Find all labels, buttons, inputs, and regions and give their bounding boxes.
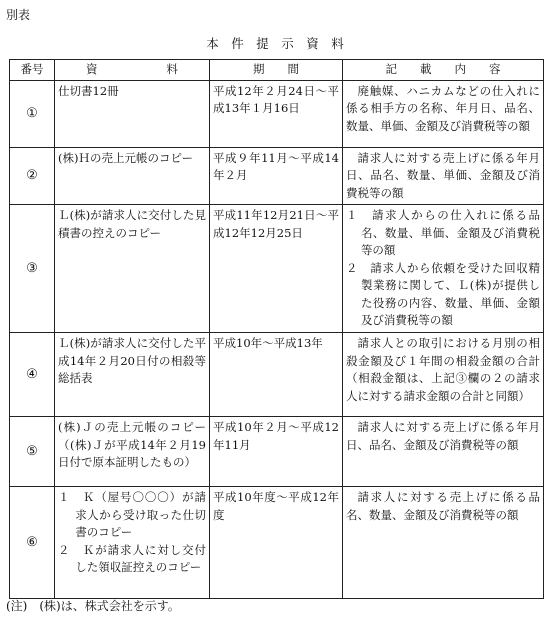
row-period: 平成11年12月21日～平成12年12月25日 [210,205,343,333]
table-row [10,80,544,147]
row-content [343,205,544,333]
row-period: 平成12年２月24日～平成13年１月16日 [210,80,343,147]
row-number: ① [10,80,55,147]
table-row [10,147,544,205]
row-material [55,487,210,599]
table-row [10,487,544,599]
row-period: 平成10年度～平成12年度 [210,487,343,599]
row-content: 請求人に対する売上げに係る年月日、品名、数量、単価、金額及び消費税等の額 [343,147,544,205]
row-number: ④ [10,333,55,417]
material-item: ２ Ｋが請求人に対し交付した領収証控えのコピー [58,542,206,574]
table-row [10,417,544,487]
row-material: 仕切書12冊 [55,80,210,147]
row-period: 平成10年２月～平成12年11月 [210,417,343,487]
document-title: 本 件 提 示 資 料 [206,36,344,51]
page-label: 別表 [6,8,31,22]
table-header-row [10,60,544,81]
row-content: 請求人に対する売上げに係る年月日、品名、金額及び消費税等の額 [343,417,544,487]
header-material: 資 料 [55,60,210,81]
header-content: 記 載 内 容 [343,60,544,81]
materials-table [9,59,544,599]
row-number: ③ [10,205,55,333]
footnote: (注) (株)は、株式会社を示す。 [6,599,180,613]
content-item: ２ 請求人から依頼を受けた回収精製業務に関して、Ｌ(株)が提供した役務の内容、数量、単価、金額及び消費税等の額 [346,260,540,327]
row-period: 平成10年～平成13年 [210,333,343,417]
row-period: 平成９年11月～平成14年２月 [210,147,343,205]
row-content: 請求人との取引における月別の相殺金額及び１年間の相殺金額の合計（相殺金額は、上記③欄の２の請求人に対する請求金額の合計と同額） [343,333,544,417]
table-row [10,333,544,417]
content-item: １ 請求人からの仕入れに係る品名、数量、単価、金額及び消費税等の額 [346,208,540,257]
row-number: ⑥ [10,487,55,599]
row-number: ⑤ [10,417,55,487]
header-number: 番号 [10,60,55,81]
material-item: １ Ｋ（屋号〇〇〇）が請求人から受け取った仕切書のコピー [58,490,206,539]
row-material: Ｌ(株)が請求人に交付した見積書の控えのコピー [55,205,210,333]
row-content: 請求人に対する売上げに係る品名、数量、金額及び消費税等の額 [343,487,544,599]
row-content: 廃触媒、ハニカムなどの仕入れに係る相手方の名称、年月日、品名、数量、単価、金額及び消費税等の額 [343,80,544,147]
row-material: (株)Ｊの売上元帳のコピー（(株)Ｊが平成14年２月19日付で原本証明したもの） [55,417,210,487]
table-row [10,205,544,333]
row-material: Ｌ(株)が請求人に交付した平成14年２月20日付の相殺等総括表 [55,333,210,417]
row-number: ② [10,147,55,205]
header-period: 期 間 [210,60,343,81]
row-material: (株)Ｈの売上元帳のコピー [55,147,210,205]
